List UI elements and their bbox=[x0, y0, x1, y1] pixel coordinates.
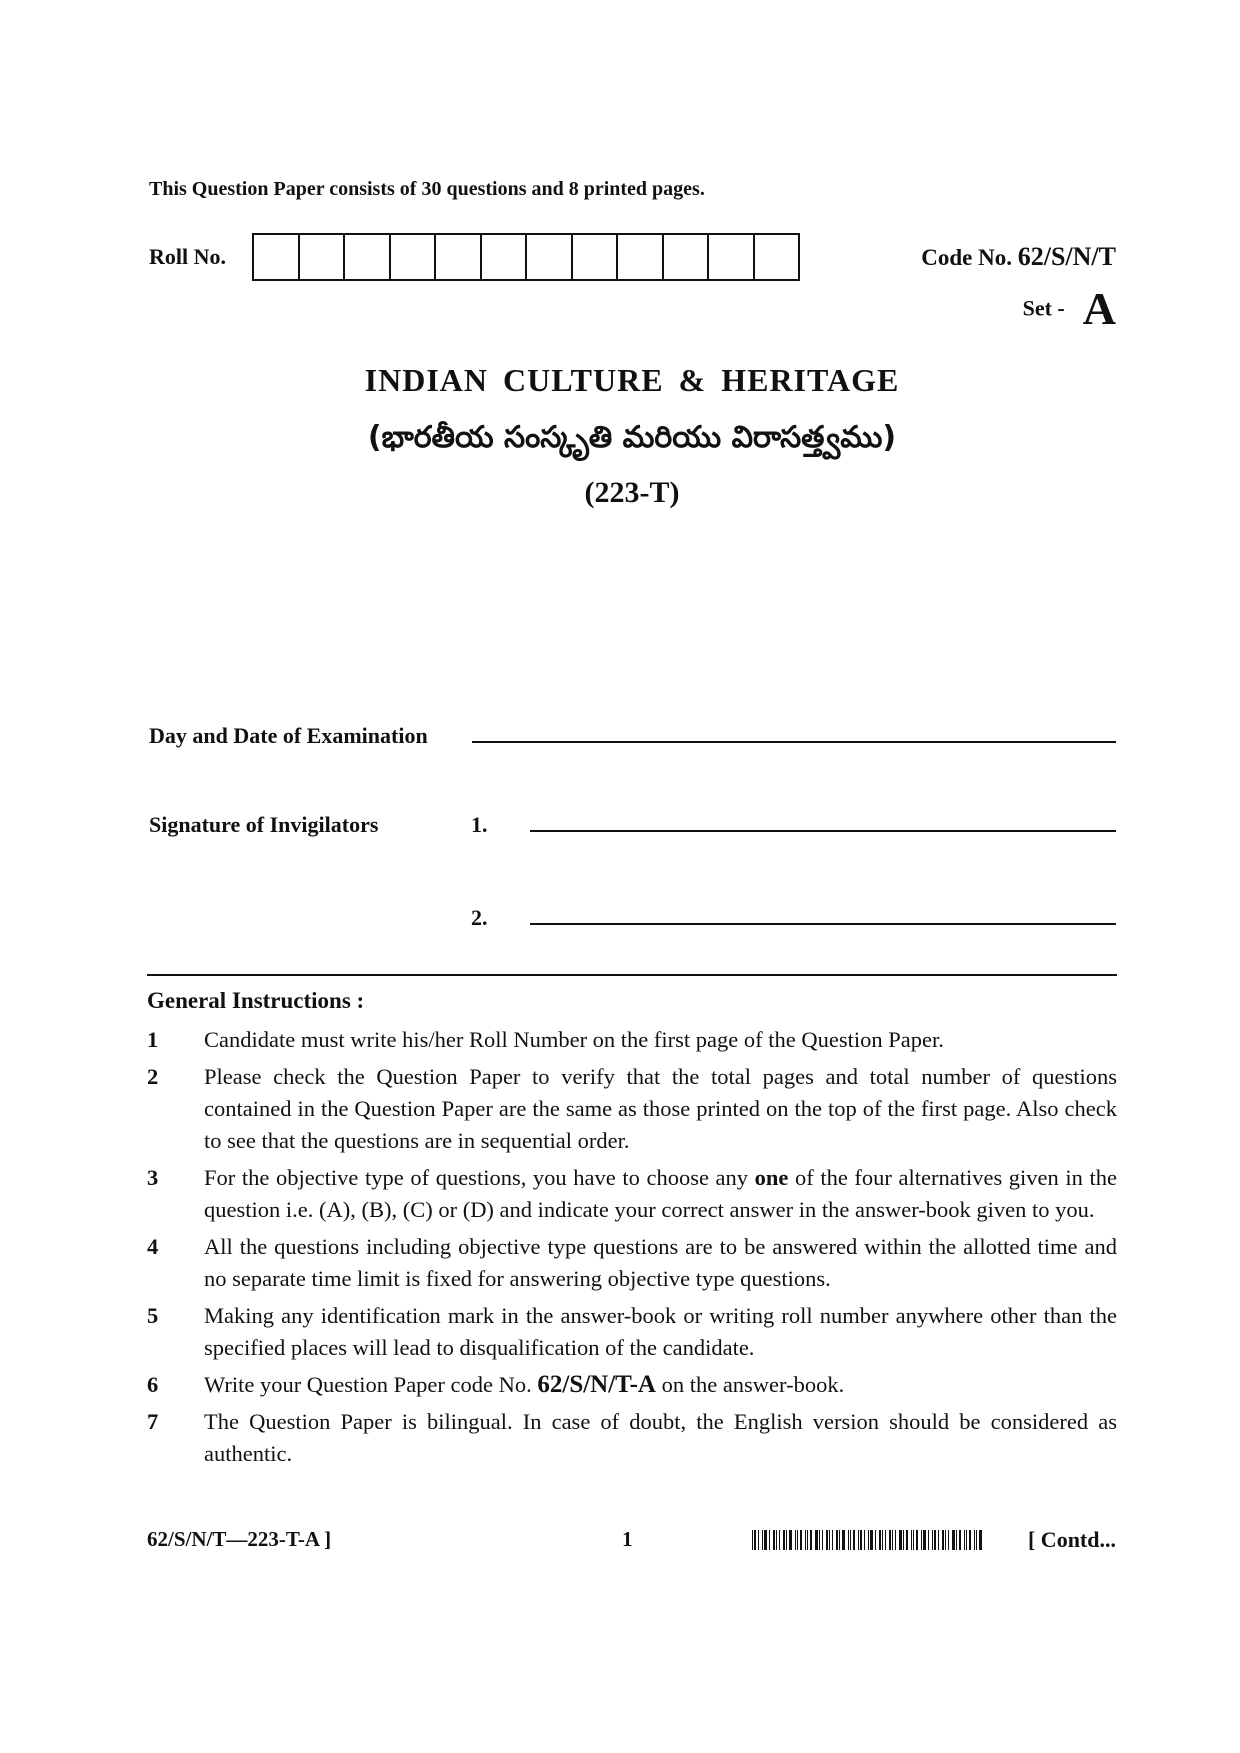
barcode-bar bbox=[853, 1530, 855, 1550]
barcode-bar bbox=[800, 1530, 802, 1550]
barcode-bar bbox=[868, 1530, 869, 1550]
barcode-bar bbox=[848, 1530, 849, 1550]
instruction-number: 6 bbox=[147, 1372, 159, 1397]
signature-2-number: 2. bbox=[471, 905, 488, 930]
barcode-bar bbox=[889, 1530, 891, 1550]
barcode-bar bbox=[979, 1530, 982, 1550]
subject-title-telugu: (భారతీయ సంస్కృతి మరియు విరాసత్త్వము) bbox=[367, 420, 897, 455]
barcode-bar bbox=[805, 1530, 806, 1550]
invigilator-signature-label: Signature of Invigilators bbox=[149, 812, 379, 837]
barcode-bar bbox=[948, 1530, 949, 1550]
exam-date-label: Day and Date of Examination bbox=[149, 723, 428, 748]
roll-box[interactable] bbox=[345, 235, 391, 279]
barcode-bar bbox=[923, 1530, 926, 1550]
barcode-bar bbox=[832, 1530, 833, 1550]
roll-number-boxes[interactable] bbox=[252, 233, 800, 281]
subject-title-english: INDIAN CULTURE & HERITAGE bbox=[364, 362, 900, 398]
instruction-item bbox=[147, 1300, 1117, 1364]
set-value: A bbox=[1082, 283, 1116, 334]
instruction-text: The Question Paper is bilingual. In case of doubt, the English version should be considered as authentic. bbox=[204, 1409, 1117, 1466]
barcode-bar bbox=[783, 1530, 785, 1550]
barcode-bar bbox=[826, 1530, 828, 1550]
set-indicator bbox=[1023, 282, 1116, 335]
signature-1-line[interactable] bbox=[530, 830, 1116, 832]
barcode-bar bbox=[928, 1530, 929, 1550]
barcode-bar bbox=[769, 1530, 770, 1550]
barcode-bar bbox=[822, 1530, 823, 1550]
barcode-bar bbox=[839, 1530, 840, 1550]
signature-2-line[interactable] bbox=[530, 923, 1116, 925]
instruction-number: 7 bbox=[147, 1409, 159, 1434]
barcode-bar bbox=[966, 1530, 967, 1550]
instruction-item bbox=[147, 1061, 1117, 1157]
barcode-bar bbox=[892, 1530, 893, 1550]
barcode-bar bbox=[885, 1530, 886, 1550]
barcode-bar bbox=[819, 1530, 820, 1550]
instruction-text bbox=[204, 1369, 1117, 1401]
barcode-bar bbox=[875, 1530, 876, 1550]
barcode-bar bbox=[959, 1530, 961, 1550]
code-value: 62/S/N/T bbox=[1017, 242, 1116, 271]
barcode-bar bbox=[810, 1530, 812, 1550]
instruction-text bbox=[204, 1162, 1117, 1226]
barcode-bar bbox=[829, 1530, 830, 1550]
instruction-item bbox=[147, 1406, 1117, 1470]
instruction-text: Candidate must write his/her Roll Number on the first page of the Question Paper. bbox=[204, 1027, 944, 1052]
paper-info-note: This Question Paper consists of 30 questions and 8 printed pages. bbox=[149, 178, 705, 200]
barcode-bar bbox=[913, 1530, 914, 1550]
instructions-heading: General Instructions : bbox=[147, 988, 365, 1013]
barcode-bar bbox=[952, 1530, 955, 1550]
instruction-text: Please check the Question Paper to verify that the total pages and total number of questions contained in the Question Paper are the same as those printed on the top of the first page. Also check to see that the questions are in sequential order. bbox=[204, 1064, 1117, 1153]
footer-paper-code: 62/S/N/T—223-T-A ] bbox=[147, 1527, 332, 1551]
barcode-bar bbox=[938, 1530, 939, 1550]
instruction-text: Making any identification mark in the answer-book or writing roll number anywhere other than the specified places will lead to disqualification of the candidate. bbox=[204, 1303, 1117, 1360]
barcode-bar bbox=[850, 1530, 851, 1550]
barcode-bar bbox=[864, 1530, 865, 1550]
roll-box[interactable] bbox=[482, 235, 528, 279]
barcode-bar bbox=[911, 1530, 912, 1550]
instruction-item bbox=[147, 1231, 1117, 1295]
instruction-number: 5 bbox=[147, 1303, 159, 1328]
instruction-item bbox=[147, 1162, 1117, 1226]
barcode-icon bbox=[752, 1530, 988, 1550]
roll-box[interactable] bbox=[527, 235, 573, 279]
barcode-bar bbox=[842, 1530, 845, 1550]
roll-box[interactable] bbox=[300, 235, 346, 279]
barcode-bar bbox=[807, 1530, 808, 1550]
instruction-item bbox=[147, 1369, 1117, 1401]
instruction-number: 2 bbox=[147, 1064, 159, 1089]
barcode-bar bbox=[921, 1530, 922, 1550]
roll-box[interactable] bbox=[664, 235, 710, 279]
barcode-bar bbox=[882, 1530, 883, 1550]
barcode-bar bbox=[779, 1530, 780, 1550]
page-number: 1 bbox=[622, 1527, 633, 1551]
roll-box[interactable] bbox=[755, 235, 799, 279]
roll-box[interactable] bbox=[254, 235, 300, 279]
barcode-bar bbox=[758, 1530, 759, 1550]
instruction-number: 4 bbox=[147, 1234, 159, 1259]
instruction-text: All the questions including objective type questions are to be answered within the allotted time and no separate time limit is fixed for answering objective type questions. bbox=[204, 1234, 1117, 1291]
barcode-bar bbox=[945, 1530, 946, 1550]
instruction-text-part: of the four alternatives given in the question i.e. (A), (B), (C) or (D) and indicate your correct answer in the answer-book given to you. bbox=[204, 1165, 1117, 1222]
barcode-bar bbox=[932, 1530, 933, 1550]
continued-note: [ Contd... bbox=[1027, 1527, 1116, 1552]
barcode-bar bbox=[764, 1530, 767, 1550]
roll-number-label: Roll No. bbox=[149, 244, 226, 269]
barcode-bar bbox=[797, 1530, 798, 1550]
barcode-bar bbox=[906, 1530, 908, 1550]
barcode-bar bbox=[976, 1530, 977, 1550]
barcode-bar bbox=[942, 1530, 944, 1550]
instruction-number: 3 bbox=[147, 1165, 159, 1190]
barcode-bar bbox=[895, 1530, 896, 1550]
barcode-bar bbox=[916, 1530, 918, 1550]
barcode-bar bbox=[762, 1530, 763, 1550]
barcode-bar bbox=[754, 1530, 756, 1550]
barcode-bar bbox=[969, 1530, 971, 1550]
instruction-text-part: on the answer-book. bbox=[655, 1372, 845, 1397]
section-divider bbox=[147, 974, 1117, 976]
barcode-bar bbox=[879, 1530, 881, 1550]
roll-box[interactable] bbox=[436, 235, 482, 279]
roll-box[interactable] bbox=[709, 235, 755, 279]
instructions-list bbox=[147, 1024, 1117, 1475]
barcode-bar bbox=[789, 1530, 792, 1550]
barcode-bar bbox=[858, 1530, 859, 1550]
roll-box[interactable] bbox=[618, 235, 664, 279]
barcode-bar bbox=[974, 1530, 975, 1550]
code-number bbox=[921, 242, 1116, 272]
barcode-bar bbox=[860, 1530, 862, 1550]
barcode-bar bbox=[903, 1530, 904, 1550]
subject-code: (223-T) bbox=[584, 476, 680, 509]
barcode-bar bbox=[836, 1530, 838, 1550]
barcode-bar bbox=[870, 1530, 873, 1550]
instruction-text-part: Write your Question Paper code No. bbox=[204, 1372, 538, 1397]
instruction-item bbox=[147, 1024, 1117, 1056]
roll-box[interactable] bbox=[573, 235, 619, 279]
exam-date-line[interactable] bbox=[472, 741, 1116, 743]
roll-box[interactable] bbox=[391, 235, 437, 279]
barcode-bar bbox=[773, 1530, 775, 1550]
instruction-emphasis: one bbox=[754, 1165, 789, 1190]
instruction-text-part: For the objective type of questions, you have to choose any bbox=[204, 1165, 755, 1190]
instruction-number: 1 bbox=[147, 1027, 159, 1052]
barcode-bar bbox=[899, 1530, 902, 1550]
barcode-bar bbox=[752, 1530, 753, 1550]
barcode-bar bbox=[964, 1530, 965, 1550]
barcode-bar bbox=[776, 1530, 777, 1550]
signature-1-number: 1. bbox=[471, 812, 488, 837]
set-label: Set - bbox=[1022, 295, 1065, 321]
barcode-bar bbox=[786, 1530, 787, 1550]
barcode-bar bbox=[956, 1530, 957, 1550]
barcode-bar bbox=[815, 1530, 818, 1550]
barcode-bar bbox=[934, 1530, 936, 1550]
barcode-bar bbox=[795, 1530, 796, 1550]
instruction-emphasis: 62/S/N/T-A bbox=[537, 1371, 656, 1398]
code-label: Code No. bbox=[921, 245, 1012, 270]
